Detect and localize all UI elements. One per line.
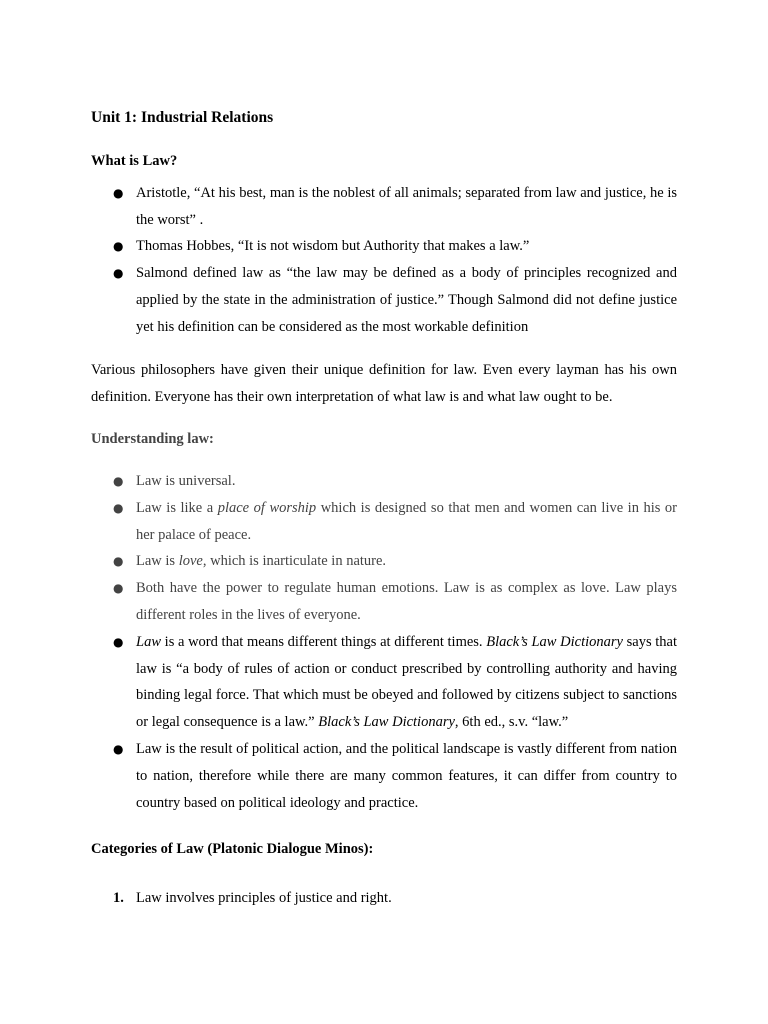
list-item-text: which is designed so that men and women can live in his or her palace of peace.	[136, 499, 678, 543]
item-text: Law involves principles of justice and right.	[136, 890, 392, 906]
emphasis-text: Law	[136, 633, 161, 650]
bullet-icon: ●	[113, 186, 124, 200]
list-item	[0, 495, 677, 549]
emphasis-text: place of worship	[217, 499, 317, 516]
list-item	[0, 468, 677, 495]
body-paragraph: Various philosophers have given their unique definition for law. Even every layman has his own definition. Everyone has their own interpretation of what law is and what law ought to be.	[91, 362, 677, 405]
list-item	[0, 180, 677, 233]
list-item	[0, 736, 677, 816]
bullet-icon: ●	[113, 554, 124, 569]
list-item	[0, 260, 677, 340]
emphasis-text: Black’s Law Dictionary	[318, 714, 455, 731]
list-item-text: Salmond defined law as “the law may be defined as a body of principles recognized and applied by the state in the administration of justice.” Though Salmond did not define justice yet his definition can be considered as the most workable definition	[136, 265, 677, 335]
understanding-law-list	[0, 468, 768, 816]
bullet-icon: ●	[113, 634, 124, 649]
bullet-icon: ●	[113, 500, 124, 515]
list-item-text: Law is the result of political action, and the political landscape is vastly different from nation to nation, therefore while there are many common features, it can differ from country to country based on political ideology and practice.	[136, 740, 677, 811]
bullet-icon: ●	[113, 474, 124, 488]
bullet-icon: ●	[113, 581, 124, 596]
list-item-text: Thomas Hobbes, “It is not wisdom but Authority that makes a law.”	[136, 238, 530, 255]
list-item-text: Law is	[136, 553, 179, 570]
list-item-text: Law is universal.	[136, 473, 236, 489]
list-item	[0, 575, 677, 629]
list-item-text: is a word that means different things at different times.	[161, 633, 487, 650]
item-number: 1.	[113, 890, 124, 906]
list-item-text: Both have the power to regulate human emotions. Law is as complex as love. Law plays different roles in the lives of everyone.	[136, 580, 677, 623]
bullet-icon: ●	[113, 741, 124, 756]
page-title: Unit 1: Industrial Relations	[91, 109, 274, 126]
list-item	[0, 629, 677, 736]
section-heading-categories: Categories of Law (Platonic Dialogue Minos):	[91, 841, 374, 857]
list-item-text: Aristotle, “At his best, man is the noblest of all animals; separated from law and justice, he is the worst” .	[136, 185, 677, 228]
emphasis-text: Black’s Law Dictionary	[486, 633, 623, 650]
list-item-text: Law is like a	[136, 499, 218, 516]
what-is-law-list	[0, 180, 768, 340]
list-item-text: , 6th ed., s.v. “law.”	[454, 714, 569, 731]
list-item-text: says that law is “a body of rules of action or conduct prescribed by controlling authority and having binding legal force. That which must be obeyed and followed by citizens subject to sanctions or legal consequence is a law.”	[136, 633, 678, 731]
list-item-text: , which is inarticulate in nature.	[202, 553, 387, 570]
list-item	[0, 233, 677, 260]
bullet-icon: ●	[113, 239, 124, 254]
bullet-icon: ●	[113, 266, 124, 281]
list-item	[0, 548, 677, 575]
emphasis-text: love	[178, 553, 203, 570]
section-heading-understanding-law: Understanding law:	[91, 431, 214, 447]
section-heading-what-is-law: What is Law?	[91, 153, 178, 169]
